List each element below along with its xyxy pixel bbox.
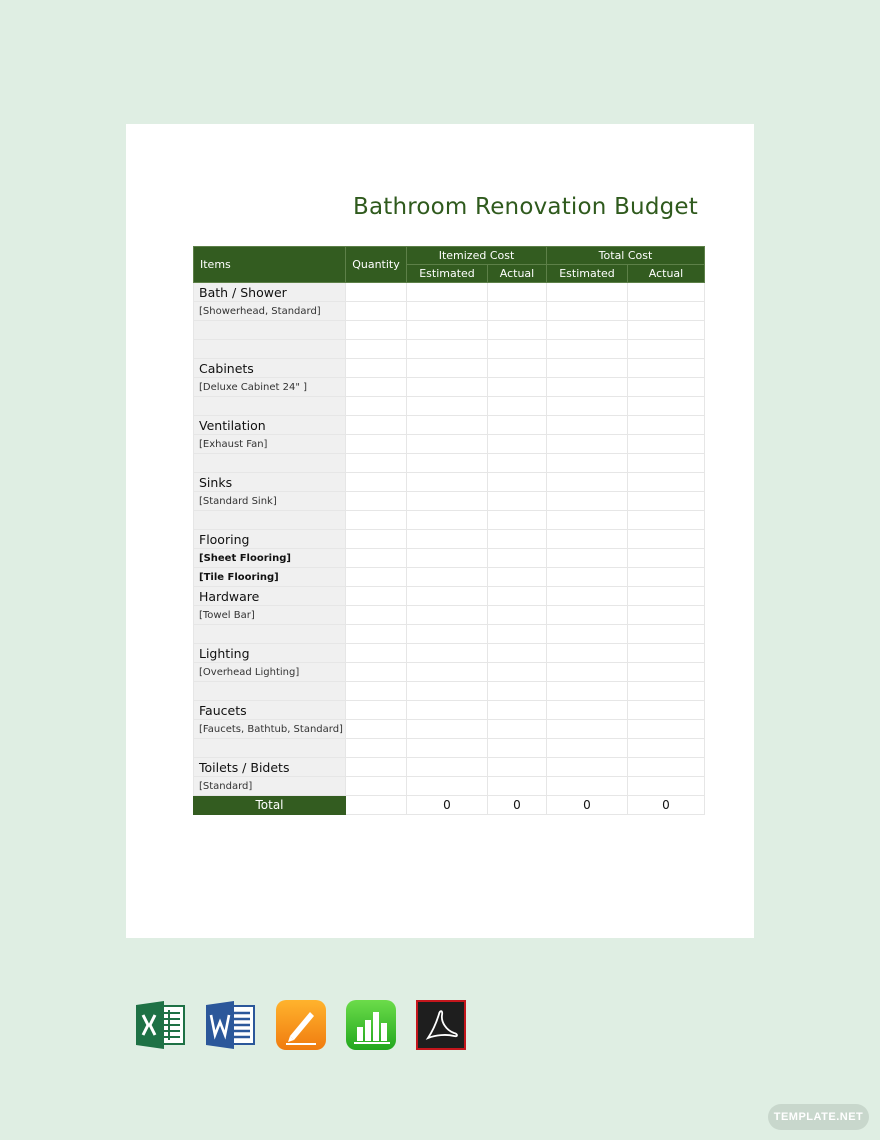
itemized-estimated-cell[interactable] <box>407 283 488 302</box>
quantity-cell[interactable] <box>346 530 407 549</box>
total-actual-cell[interactable] <box>628 663 705 682</box>
table-row <box>194 435 705 454</box>
total-estimated-cell[interactable] <box>547 397 628 416</box>
quantity-cell[interactable] <box>346 416 407 435</box>
item-label: [Towel Bar] <box>194 606 346 625</box>
quantity-cell[interactable] <box>346 435 407 454</box>
itemized-actual-cell[interactable] <box>488 587 547 606</box>
total-actual-cell[interactable] <box>628 720 705 739</box>
numbers-icon[interactable] <box>346 1000 396 1050</box>
itemized-actual-cell[interactable] <box>488 321 547 340</box>
table-row <box>194 473 705 492</box>
total-estimated-cell[interactable] <box>547 663 628 682</box>
total-estimated-cell[interactable] <box>547 758 628 777</box>
itemized-actual-cell[interactable] <box>488 435 547 454</box>
table-row <box>194 302 705 321</box>
item-label: [Standard] <box>194 777 346 796</box>
item-label: Faucets <box>194 701 346 720</box>
total-estimated-cell[interactable] <box>547 568 628 587</box>
quantity-cell[interactable] <box>346 473 407 492</box>
table-row <box>194 720 705 739</box>
total-estimated-cell[interactable] <box>547 530 628 549</box>
total-itemized-estimated[interactable]: 0 <box>407 796 488 815</box>
item-label: Sinks <box>194 473 346 492</box>
table-row <box>194 663 705 682</box>
quantity-cell[interactable] <box>346 397 407 416</box>
quantity-cell[interactable] <box>346 454 407 473</box>
itemized-estimated-cell[interactable] <box>407 644 488 663</box>
item-label: Flooring <box>194 530 346 549</box>
item-label: Cabinets <box>194 359 346 378</box>
itemized-estimated-cell[interactable] <box>407 321 488 340</box>
itemized-actual-cell[interactable] <box>488 473 547 492</box>
itemized-actual-cell[interactable] <box>488 606 547 625</box>
total-actual-cell[interactable] <box>628 758 705 777</box>
table-row <box>194 530 705 549</box>
budget-rows <box>194 283 705 796</box>
itemized-actual-cell[interactable] <box>488 416 547 435</box>
quantity-cell[interactable] <box>346 283 407 302</box>
document-title: Bathroom Renovation Budget <box>352 194 698 220</box>
table-row <box>194 378 705 397</box>
table-row <box>194 549 705 568</box>
word-icon[interactable] <box>206 1000 256 1050</box>
itemized-actual-cell[interactable] <box>488 378 547 397</box>
item-label <box>194 739 346 758</box>
quantity-cell[interactable] <box>346 340 407 359</box>
header-items: Items <box>194 247 346 283</box>
item-label: [Exhaust Fan] <box>194 435 346 454</box>
pdf-icon[interactable] <box>416 1000 466 1050</box>
table-row <box>194 397 705 416</box>
table-row <box>194 777 705 796</box>
itemized-actual-cell[interactable] <box>488 701 547 720</box>
itemized-actual-cell[interactable] <box>488 511 547 530</box>
total-estimated-cell[interactable] <box>547 302 628 321</box>
header-quantity: Quantity <box>346 247 407 283</box>
total-estimated-cell[interactable] <box>547 492 628 511</box>
total-actual-cell[interactable] <box>628 416 705 435</box>
table-row <box>194 511 705 530</box>
table-row <box>194 492 705 511</box>
total-actual-cell[interactable] <box>628 454 705 473</box>
excel-icon[interactable] <box>136 1000 186 1050</box>
itemized-actual-cell[interactable] <box>488 739 547 758</box>
itemized-estimated-cell[interactable] <box>407 302 488 321</box>
itemized-estimated-cell[interactable] <box>407 397 488 416</box>
total-estimated-cell[interactable] <box>547 454 628 473</box>
itemized-estimated-cell[interactable] <box>407 701 488 720</box>
total-estimated-cell[interactable] <box>547 378 628 397</box>
item-label: Lighting <box>194 644 346 663</box>
total-estimated-cell[interactable] <box>547 606 628 625</box>
total-estimated-cell[interactable] <box>547 511 628 530</box>
header-total-actual: Actual <box>628 265 705 283</box>
total-actual-cell[interactable] <box>628 530 705 549</box>
total-actual-cell[interactable] <box>628 492 705 511</box>
table-row <box>194 321 705 340</box>
itemized-estimated-cell[interactable] <box>407 530 488 549</box>
itemized-estimated-cell[interactable] <box>407 663 488 682</box>
total-actual-cell[interactable] <box>628 435 705 454</box>
table-row <box>194 644 705 663</box>
item-label: [Tile Flooring] <box>194 568 346 587</box>
quantity-cell[interactable] <box>346 549 407 568</box>
itemized-estimated-cell[interactable] <box>407 511 488 530</box>
total-estimated-cell[interactable] <box>547 549 628 568</box>
itemized-estimated-cell[interactable] <box>407 568 488 587</box>
itemized-estimated-cell[interactable] <box>407 587 488 606</box>
quantity-cell[interactable] <box>346 739 407 758</box>
quantity-cell[interactable] <box>346 606 407 625</box>
total-estimated-cell[interactable] <box>547 340 628 359</box>
total-total-estimated[interactable]: 0 <box>547 796 628 815</box>
item-label <box>194 682 346 701</box>
itemized-actual-cell[interactable] <box>488 568 547 587</box>
document-page <box>126 124 754 938</box>
itemized-estimated-cell[interactable] <box>407 473 488 492</box>
total-actual-cell[interactable] <box>628 587 705 606</box>
quantity-cell[interactable] <box>346 321 407 340</box>
itemized-actual-cell[interactable] <box>488 549 547 568</box>
quantity-cell[interactable] <box>346 378 407 397</box>
item-label: [Sheet Flooring] <box>194 549 346 568</box>
itemized-actual-cell[interactable] <box>488 530 547 549</box>
itemized-estimated-cell[interactable] <box>407 359 488 378</box>
header-itemized-actual: Actual <box>488 265 547 283</box>
total-actual-cell[interactable] <box>628 302 705 321</box>
header-itemized-cost: Itemized Cost <box>407 247 547 265</box>
itemized-estimated-cell[interactable] <box>407 625 488 644</box>
total-actual-cell[interactable] <box>628 739 705 758</box>
quantity-cell[interactable] <box>346 663 407 682</box>
total-estimated-cell[interactable] <box>547 720 628 739</box>
total-estimated-cell[interactable] <box>547 701 628 720</box>
total-actual-cell[interactable] <box>628 701 705 720</box>
table-row <box>194 587 705 606</box>
total-estimated-cell[interactable] <box>547 473 628 492</box>
itemized-actual-cell[interactable] <box>488 359 547 378</box>
total-estimated-cell[interactable] <box>547 644 628 663</box>
total-actual-cell[interactable] <box>628 568 705 587</box>
item-label: [Faucets, Bathtub, Standard] <box>194 720 346 739</box>
itemized-actual-cell[interactable] <box>488 644 547 663</box>
total-estimated-cell[interactable] <box>547 435 628 454</box>
total-estimated-cell[interactable] <box>547 359 628 378</box>
total-row <box>194 796 705 815</box>
total-estimated-cell[interactable] <box>547 283 628 302</box>
quantity-cell[interactable] <box>346 682 407 701</box>
itemized-actual-cell[interactable] <box>488 397 547 416</box>
item-label: Ventilation <box>194 416 346 435</box>
item-label: [Deluxe Cabinet 24" ] <box>194 378 346 397</box>
item-label <box>194 397 346 416</box>
total-actual-cell[interactable] <box>628 283 705 302</box>
quantity-cell[interactable] <box>346 587 407 606</box>
itemized-estimated-cell[interactable] <box>407 549 488 568</box>
quantity-cell[interactable] <box>346 644 407 663</box>
total-estimated-cell[interactable] <box>547 625 628 644</box>
quantity-cell[interactable] <box>346 701 407 720</box>
itemized-estimated-cell[interactable] <box>407 340 488 359</box>
budget-table <box>193 246 705 815</box>
item-label: [Showerhead, Standard] <box>194 302 346 321</box>
itemized-actual-cell[interactable] <box>488 758 547 777</box>
table-row <box>194 340 705 359</box>
item-label <box>194 321 346 340</box>
itemized-estimated-cell[interactable] <box>407 416 488 435</box>
total-actual-cell[interactable] <box>628 340 705 359</box>
total-estimated-cell[interactable] <box>547 416 628 435</box>
itemized-actual-cell[interactable] <box>488 682 547 701</box>
table-row <box>194 758 705 777</box>
itemized-actual-cell[interactable] <box>488 492 547 511</box>
total-estimated-cell[interactable] <box>547 321 628 340</box>
total-quantity-cell[interactable] <box>346 796 407 815</box>
quantity-cell[interactable] <box>346 625 407 644</box>
total-actual-cell[interactable] <box>628 644 705 663</box>
total-estimated-cell[interactable] <box>547 739 628 758</box>
item-label <box>194 454 346 473</box>
quantity-cell[interactable] <box>346 492 407 511</box>
total-actual-cell[interactable] <box>628 625 705 644</box>
itemized-actual-cell[interactable] <box>488 625 547 644</box>
total-actual-cell[interactable] <box>628 511 705 530</box>
quantity-cell[interactable] <box>346 302 407 321</box>
item-label <box>194 511 346 530</box>
total-actual-cell[interactable] <box>628 606 705 625</box>
itemized-estimated-cell[interactable] <box>407 739 488 758</box>
total-estimated-cell[interactable] <box>547 777 628 796</box>
itemized-actual-cell[interactable] <box>488 283 547 302</box>
quantity-cell[interactable] <box>346 511 407 530</box>
quantity-cell[interactable] <box>346 359 407 378</box>
itemized-actual-cell[interactable] <box>488 720 547 739</box>
table-row <box>194 568 705 587</box>
itemized-estimated-cell[interactable] <box>407 720 488 739</box>
pages-icon[interactable] <box>276 1000 326 1050</box>
total-estimated-cell[interactable] <box>547 682 628 701</box>
itemized-actual-cell[interactable] <box>488 302 547 321</box>
itemized-actual-cell[interactable] <box>488 454 547 473</box>
table-row <box>194 454 705 473</box>
table-row <box>194 416 705 435</box>
total-itemized-actual[interactable]: 0 <box>488 796 547 815</box>
itemized-actual-cell[interactable] <box>488 340 547 359</box>
item-label <box>194 340 346 359</box>
table-row <box>194 682 705 701</box>
total-actual-cell[interactable] <box>628 359 705 378</box>
quantity-cell[interactable] <box>346 720 407 739</box>
table-row <box>194 283 705 302</box>
itemized-estimated-cell[interactable] <box>407 777 488 796</box>
item-label: Toilets / Bidets <box>194 758 346 777</box>
itemized-estimated-cell[interactable] <box>407 435 488 454</box>
total-actual-cell[interactable] <box>628 397 705 416</box>
item-label: [Standard Sink] <box>194 492 346 511</box>
itemized-estimated-cell[interactable] <box>407 378 488 397</box>
total-estimated-cell[interactable] <box>547 587 628 606</box>
header-total-cost: Total Cost <box>547 247 705 265</box>
total-actual-cell[interactable] <box>628 682 705 701</box>
total-actual-cell[interactable] <box>628 777 705 796</box>
total-actual-cell[interactable] <box>628 378 705 397</box>
total-total-actual[interactable]: 0 <box>628 796 705 815</box>
item-label: Hardware <box>194 587 346 606</box>
total-actual-cell[interactable] <box>628 321 705 340</box>
quantity-cell[interactable] <box>346 568 407 587</box>
header-itemized-estimated: Estimated <box>407 265 488 283</box>
item-label <box>194 625 346 644</box>
itemized-actual-cell[interactable] <box>488 777 547 796</box>
table-row <box>194 359 705 378</box>
itemized-estimated-cell[interactable] <box>407 454 488 473</box>
table-row <box>194 606 705 625</box>
template-net-logo[interactable]: TEMPLATE.NET <box>768 1104 869 1130</box>
table-row <box>194 625 705 644</box>
itemized-estimated-cell[interactable] <box>407 606 488 625</box>
itemized-estimated-cell[interactable] <box>407 682 488 701</box>
itemized-actual-cell[interactable] <box>488 663 547 682</box>
quantity-cell[interactable] <box>346 777 407 796</box>
total-actual-cell[interactable] <box>628 549 705 568</box>
table-row <box>194 701 705 720</box>
item-label: [Overhead Lighting] <box>194 663 346 682</box>
itemized-estimated-cell[interactable] <box>407 492 488 511</box>
quantity-cell[interactable] <box>346 758 407 777</box>
itemized-estimated-cell[interactable] <box>407 758 488 777</box>
table-row <box>194 739 705 758</box>
total-actual-cell[interactable] <box>628 473 705 492</box>
item-label: Bath / Shower <box>194 283 346 302</box>
total-label: Total <box>194 796 346 815</box>
header-total-estimated: Estimated <box>547 265 628 283</box>
